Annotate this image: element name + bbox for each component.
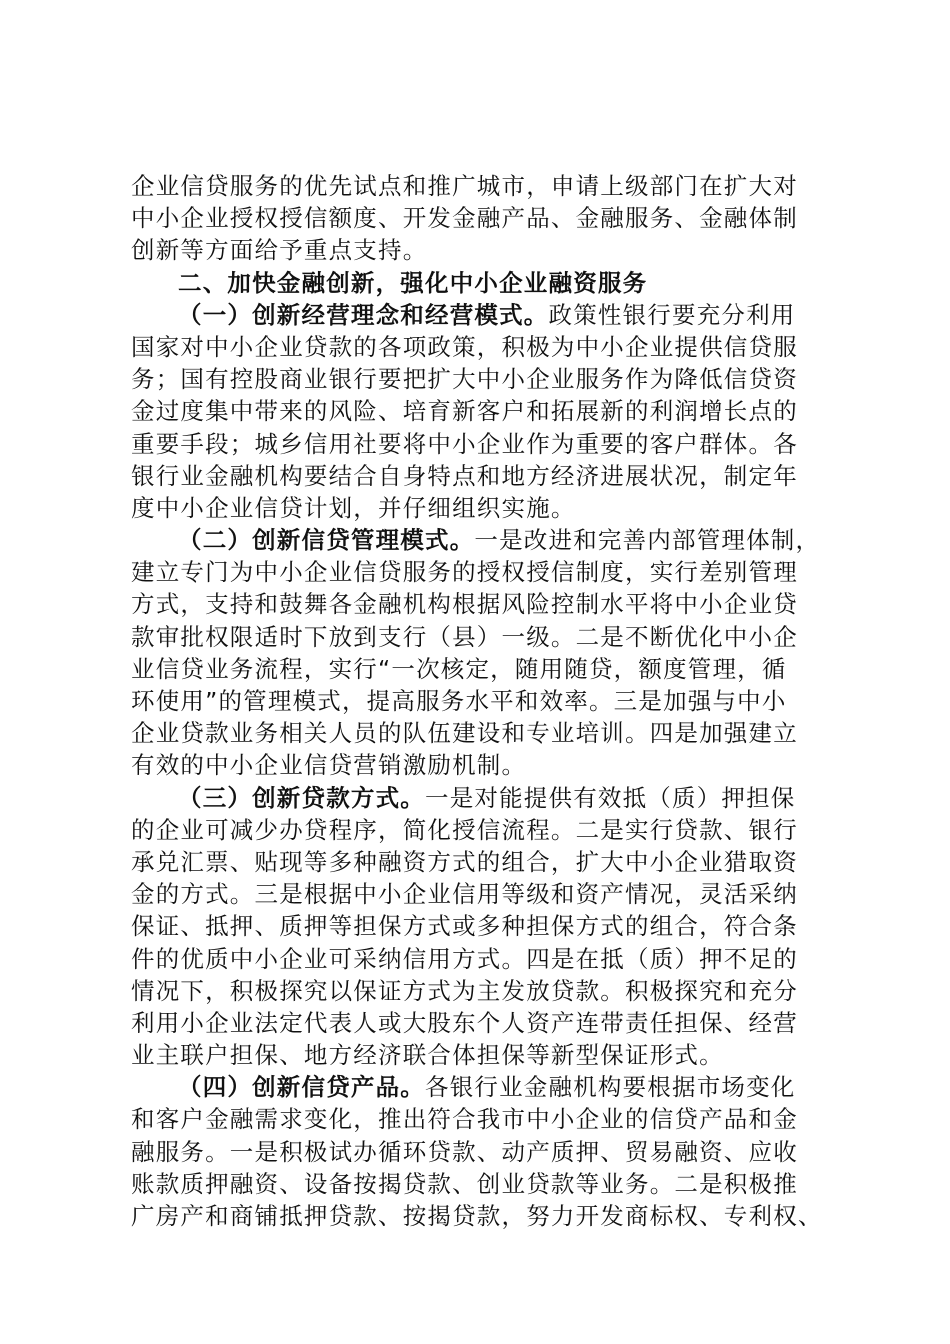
text-line: 金过度集中带来的风险、培育新客户和拓展新的利润增长点的 — [131, 397, 798, 426]
paragraph-first-line-text: 政策性银行要充分利用 — [548, 300, 796, 329]
text-line: 有效的中小企业信贷营销激励机制。 — [131, 751, 527, 780]
paragraph-first-line — [131, 782, 841, 814]
text-line: 业主联户担保、地方经济联合体担保等新型保证形式。 — [131, 1041, 724, 1070]
paragraph-lead-heading: （三）创新贷款方式。 — [178, 783, 425, 812]
text-line: 利用小企业法定代表人或大股东个人资产连带责任担保、经营 — [131, 1008, 798, 1037]
text-line: 中小企业授权授信额度、开发金融产品、金融服务、金融体制 — [131, 204, 798, 233]
text-line: 融服务。一是积极试办循环贷款、动产质押、贸易融资、应收 — [131, 1137, 798, 1166]
paragraph-lead-heading: （一）创新经营理念和经营模式。 — [178, 300, 549, 329]
text-line: 务；国有控股商业银行要把扩大中小企业服务作为降低信贷资 — [131, 365, 798, 394]
text-line: 金的方式。三是根据中小企业信用等级和资产情况，灵活采纳 — [131, 880, 798, 909]
paragraph-4 — [131, 1071, 841, 1232]
paragraph-3 — [131, 782, 841, 1072]
text-line: 件的优质中小企业可采纳信用方式。四是在抵（质）押不足的 — [131, 944, 798, 973]
text-line: 建立专门为中小企业信贷服务的授权授信制度，实行差别管理 — [131, 558, 798, 587]
paragraph-1 — [131, 299, 841, 524]
text-line: 创新等方面给予重点支持。 — [131, 236, 428, 265]
paragraph-first-line-text: 一是对能提供有效抵（质）押担保 — [425, 783, 796, 812]
paragraph-first-line-text: 一是改进和完善内部管理体制， — [474, 526, 821, 555]
text-line: 承兑汇票、贴现等多种融资方式的组合，扩大中小企业猎取资 — [131, 847, 798, 876]
text-line: 企业信贷服务的优先试点和推广城市，申请上级部门在扩大对 — [131, 172, 798, 200]
text-line: 保证、抵押、质押等担保方式或多种担保方式的组合，符合条 — [131, 912, 798, 941]
text-line: 业信贷业务流程，实行“一次核定，随用随贷，额度管理，循 — [131, 654, 787, 683]
text-line: 款审批权限适时下放到支行（县）一级。二是不断优化中小企 — [131, 622, 798, 651]
text-line: 环使用”的管理模式，提高服务水平和效率。三是加强与中小 — [131, 687, 787, 715]
section-heading — [131, 267, 841, 299]
text-line: 广房产和商铺抵押贷款、按揭贷款，努力开发商标权、专利权、 — [131, 1202, 823, 1230]
section-heading-text: 二、加快金融创新，强化中小企业融资服务 — [178, 268, 648, 297]
paragraph-2 — [131, 524, 841, 782]
paragraph-continuation — [131, 170, 841, 267]
text-line: 国家对中小企业贷款的各项政策，积极为中小企业提供信贷服 — [131, 332, 798, 361]
text-line: 重要手段；城乡信用社要将中小企业作为重要的客户群体。各 — [131, 429, 798, 458]
paragraph-first-line — [131, 299, 841, 331]
text-line: 情况下，积极探究以保证方式为主发放贷款。积极探究和充分 — [131, 976, 798, 1005]
text-line: 账款质押融资、设备按揭贷款、创业贷款等业务。二是积极推 — [131, 1169, 798, 1198]
paragraph-lead-heading: （二）创新信贷管理模式。 — [178, 526, 475, 555]
text-line: 银行业金融机构要结合自身特点和地方经济进展状况，制定年 — [131, 461, 798, 490]
text-line: 方式，支持和鼓舞各金融机构根据风险控制水平将中小企业贷 — [131, 590, 798, 619]
paragraph-first-line-text: 各银行业金融机构要根据市场变化 — [425, 1073, 796, 1102]
document-page — [131, 170, 841, 1232]
paragraph-first-line — [131, 1071, 841, 1103]
text-line: 度中小企业信贷计划，并仔细组织实施。 — [131, 493, 576, 522]
paragraph-first-line — [131, 524, 841, 556]
paragraph-lead-heading: （四）创新信贷产品。 — [178, 1073, 425, 1102]
text-line: 和客户金融需求变化，推出符合我市中小企业的信贷产品和金 — [131, 1105, 798, 1134]
text-line: 企业贷款业务相关人员的队伍建设和专业培训。四是加强建立 — [131, 719, 798, 748]
text-line: 的企业可减少办贷程序，简化授信流程。二是实行贷款、银行 — [131, 815, 798, 844]
